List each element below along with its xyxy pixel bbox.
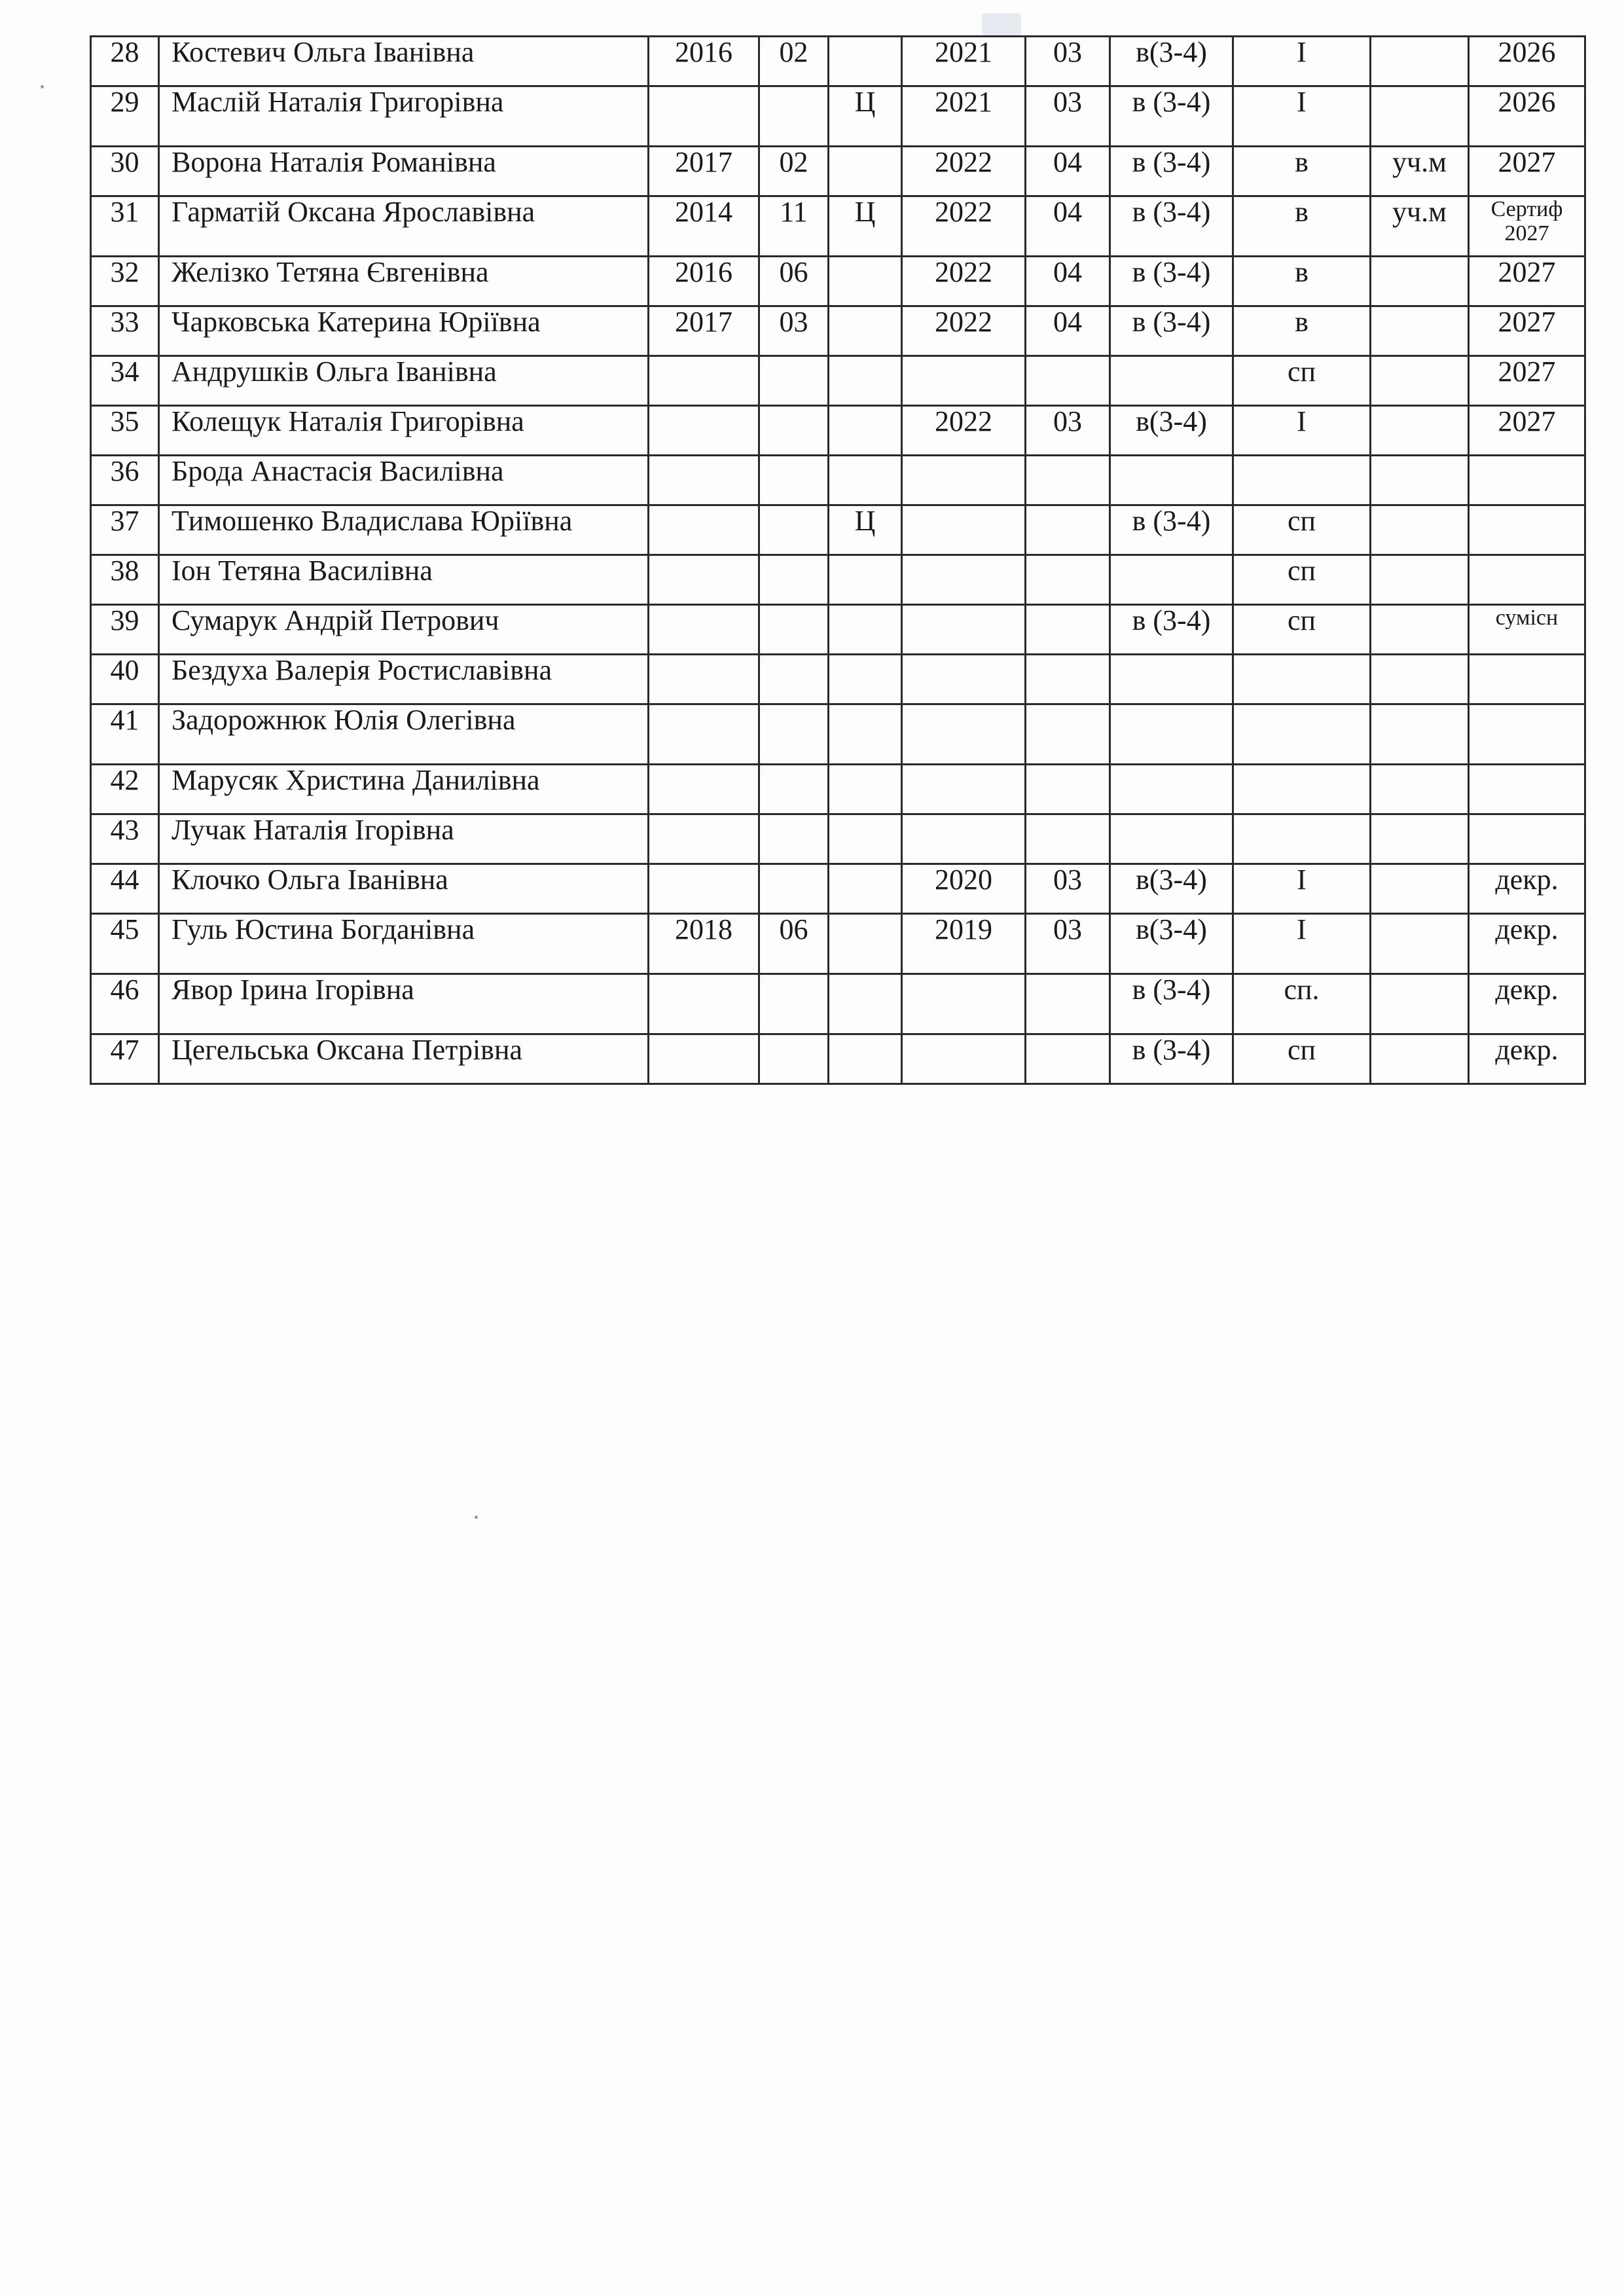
attestation-year xyxy=(902,356,1026,406)
next-attestation: 2027 xyxy=(1469,147,1585,196)
mark-cell xyxy=(829,257,902,306)
attestation-month xyxy=(1026,555,1110,605)
title-cell xyxy=(1371,814,1469,864)
title-cell xyxy=(1371,456,1469,505)
attestation-month: 04 xyxy=(1026,147,1110,196)
full-name: Іон Тетяна Василівна xyxy=(159,555,649,605)
mark-cell xyxy=(829,914,902,974)
attestation-year xyxy=(902,555,1026,605)
category-cell: сп xyxy=(1233,356,1371,406)
scan-speck xyxy=(475,1516,478,1519)
full-name: Гарматій Оксана Ярославівна xyxy=(159,196,649,257)
category-cell: І xyxy=(1233,914,1371,974)
full-name: Брода Анастасія Василівна xyxy=(159,456,649,505)
start-month xyxy=(759,765,829,814)
attestation-year: 2022 xyxy=(902,147,1026,196)
mark-cell: Ц xyxy=(829,86,902,147)
attestation-year: 2022 xyxy=(902,196,1026,257)
start-year xyxy=(649,704,759,765)
full-name: Бездуха Валерія Ростиславівна xyxy=(159,655,649,704)
level-cell: в (3-4) xyxy=(1110,257,1233,306)
row-number: 35 xyxy=(91,406,159,456)
next-attestation xyxy=(1469,456,1585,505)
start-month xyxy=(759,406,829,456)
title-cell xyxy=(1371,914,1469,974)
row-number: 44 xyxy=(91,864,159,914)
table-row xyxy=(91,1034,1585,1084)
mark-cell xyxy=(829,765,902,814)
attestation-month xyxy=(1026,655,1110,704)
title-cell xyxy=(1371,1034,1469,1084)
table-row xyxy=(91,765,1585,814)
full-name: Желізко Тетяна Євгенівна xyxy=(159,257,649,306)
attestation-year: 2022 xyxy=(902,406,1026,456)
row-number: 30 xyxy=(91,147,159,196)
attestation-year: 2021 xyxy=(902,86,1026,147)
full-name: Ворона Наталія Романівна xyxy=(159,147,649,196)
attestation-year xyxy=(902,505,1026,555)
start-year xyxy=(649,356,759,406)
full-name: Маслій Наталія Григорівна xyxy=(159,86,649,147)
attestation-month: 04 xyxy=(1026,196,1110,257)
attestation-year xyxy=(902,704,1026,765)
category-cell: сп xyxy=(1233,1034,1371,1084)
attestation-year xyxy=(902,605,1026,655)
start-year xyxy=(649,1034,759,1084)
level-cell: в(3-4) xyxy=(1110,864,1233,914)
mark-cell xyxy=(829,356,902,406)
full-name: Задорожнюк Юлія Олегівна xyxy=(159,704,649,765)
row-number: 45 xyxy=(91,914,159,974)
next-attestation: 2027 xyxy=(1469,257,1585,306)
start-month: 02 xyxy=(759,147,829,196)
next-attestation: декр. xyxy=(1469,864,1585,914)
start-year xyxy=(649,814,759,864)
level-cell xyxy=(1110,704,1233,765)
level-cell xyxy=(1110,555,1233,605)
title-cell xyxy=(1371,356,1469,406)
full-name: Костевич Ольга Іванівна xyxy=(159,37,649,86)
attestation-month: 03 xyxy=(1026,86,1110,147)
category-cell: сп xyxy=(1233,555,1371,605)
title-cell xyxy=(1371,974,1469,1034)
next-attestation xyxy=(1469,555,1585,605)
table-row xyxy=(91,605,1585,655)
attestation-month: 03 xyxy=(1026,37,1110,86)
start-year: 2018 xyxy=(649,914,759,974)
attestation-month: 03 xyxy=(1026,406,1110,456)
mark-cell xyxy=(829,704,902,765)
level-cell: в (3-4) xyxy=(1110,306,1233,356)
full-name: Марусяк Христина Данилівна xyxy=(159,765,649,814)
attestation-month: 04 xyxy=(1026,257,1110,306)
title-cell xyxy=(1371,864,1469,914)
full-name: Клочко Ольга Іванівна xyxy=(159,864,649,914)
attestation-year xyxy=(902,974,1026,1034)
level-cell: в(3-4) xyxy=(1110,406,1233,456)
category-cell xyxy=(1233,765,1371,814)
scan-artifact xyxy=(982,13,1021,37)
attestation-month xyxy=(1026,704,1110,765)
next-attestation xyxy=(1469,655,1585,704)
title-cell xyxy=(1371,655,1469,704)
start-month xyxy=(759,555,829,605)
start-year xyxy=(649,406,759,456)
category-cell: в xyxy=(1233,196,1371,257)
full-name: Чарковська Катерина Юріївна xyxy=(159,306,649,356)
table-row xyxy=(91,406,1585,456)
title-cell xyxy=(1371,257,1469,306)
level-cell: в (3-4) xyxy=(1110,605,1233,655)
start-year: 2017 xyxy=(649,147,759,196)
start-month xyxy=(759,655,829,704)
table-row xyxy=(91,814,1585,864)
next-attestation xyxy=(1469,505,1585,555)
row-number: 33 xyxy=(91,306,159,356)
row-number: 47 xyxy=(91,1034,159,1084)
start-year xyxy=(649,655,759,704)
table-row xyxy=(91,86,1585,147)
title-cell xyxy=(1371,505,1469,555)
start-year xyxy=(649,555,759,605)
row-number: 34 xyxy=(91,356,159,406)
category-cell: І xyxy=(1233,406,1371,456)
start-year: 2017 xyxy=(649,306,759,356)
next-attestation xyxy=(1469,704,1585,765)
mark-cell xyxy=(829,37,902,86)
table-row xyxy=(91,864,1585,914)
attestation-month xyxy=(1026,356,1110,406)
table-row xyxy=(91,505,1585,555)
title-cell xyxy=(1371,555,1469,605)
category-cell: сп xyxy=(1233,505,1371,555)
attestation-year: 2022 xyxy=(902,306,1026,356)
title-cell xyxy=(1371,704,1469,765)
category-cell xyxy=(1233,814,1371,864)
row-number: 29 xyxy=(91,86,159,147)
next-attestation: 2026 xyxy=(1469,86,1585,147)
category-cell: в xyxy=(1233,306,1371,356)
table-row xyxy=(91,196,1585,257)
next-attestation: сумісн xyxy=(1469,605,1585,655)
attestation-month: 03 xyxy=(1026,914,1110,974)
start-month xyxy=(759,505,829,555)
row-number: 32 xyxy=(91,257,159,306)
full-name: Сумарук Андрій Петрович xyxy=(159,605,649,655)
title-cell xyxy=(1371,605,1469,655)
table-row xyxy=(91,914,1585,974)
start-month xyxy=(759,1034,829,1084)
level-cell: в (3-4) xyxy=(1110,196,1233,257)
start-year xyxy=(649,974,759,1034)
attestation-year: 2021 xyxy=(902,37,1026,86)
start-month: 06 xyxy=(759,257,829,306)
staff-table xyxy=(90,35,1586,1085)
mark-cell xyxy=(829,1034,902,1084)
mark-cell xyxy=(829,456,902,505)
level-cell: в (3-4) xyxy=(1110,147,1233,196)
full-name: Цегельська Оксана Петрівна xyxy=(159,1034,649,1084)
title-cell xyxy=(1371,406,1469,456)
start-month xyxy=(759,456,829,505)
attestation-month xyxy=(1026,605,1110,655)
attestation-year: 2020 xyxy=(902,864,1026,914)
start-year xyxy=(649,505,759,555)
table-row xyxy=(91,147,1585,196)
start-month: 02 xyxy=(759,37,829,86)
category-cell xyxy=(1233,655,1371,704)
start-month: 11 xyxy=(759,196,829,257)
next-attestation xyxy=(1469,814,1585,864)
attestation-year xyxy=(902,655,1026,704)
row-number: 39 xyxy=(91,605,159,655)
mark-cell xyxy=(829,605,902,655)
category-cell xyxy=(1233,704,1371,765)
level-cell xyxy=(1110,814,1233,864)
title-cell: уч.м xyxy=(1371,196,1469,257)
title-cell xyxy=(1371,306,1469,356)
category-cell xyxy=(1233,456,1371,505)
start-year: 2016 xyxy=(649,37,759,86)
mark-cell xyxy=(829,555,902,605)
level-cell: в (3-4) xyxy=(1110,86,1233,147)
start-month: 06 xyxy=(759,914,829,974)
row-number: 42 xyxy=(91,765,159,814)
attestation-month xyxy=(1026,1034,1110,1084)
table-row xyxy=(91,356,1585,406)
next-attestation: декр. xyxy=(1469,1034,1585,1084)
mark-cell xyxy=(829,406,902,456)
attestation-month xyxy=(1026,765,1110,814)
mark-cell: Ц xyxy=(829,196,902,257)
staff-table-body xyxy=(91,37,1585,1084)
start-month xyxy=(759,605,829,655)
attestation-month: 03 xyxy=(1026,864,1110,914)
full-name: Явор Ірина Ігорівна xyxy=(159,974,649,1034)
start-year xyxy=(649,765,759,814)
category-cell: сп. xyxy=(1233,974,1371,1034)
row-number: 38 xyxy=(91,555,159,605)
table-row xyxy=(91,974,1585,1034)
attestation-year xyxy=(902,456,1026,505)
title-cell xyxy=(1371,86,1469,147)
next-attestation: декр. xyxy=(1469,974,1585,1034)
next-attestation xyxy=(1469,765,1585,814)
start-month xyxy=(759,814,829,864)
next-attestation: декр. xyxy=(1469,914,1585,974)
row-number: 43 xyxy=(91,814,159,864)
level-cell xyxy=(1110,356,1233,406)
category-cell: І xyxy=(1233,37,1371,86)
level-cell: в (3-4) xyxy=(1110,1034,1233,1084)
start-month: 03 xyxy=(759,306,829,356)
full-name: Тимошенко Владислава Юріївна xyxy=(159,505,649,555)
category-cell: І xyxy=(1233,864,1371,914)
row-number: 36 xyxy=(91,456,159,505)
category-cell: сп xyxy=(1233,605,1371,655)
start-year xyxy=(649,864,759,914)
start-month xyxy=(759,704,829,765)
attestation-month xyxy=(1026,505,1110,555)
level-cell xyxy=(1110,765,1233,814)
next-attestation: 2027 xyxy=(1469,306,1585,356)
level-cell: в(3-4) xyxy=(1110,914,1233,974)
title-cell: уч.м xyxy=(1371,147,1469,196)
table-row xyxy=(91,704,1585,765)
category-cell: в xyxy=(1233,257,1371,306)
table-row xyxy=(91,655,1585,704)
level-cell: в (3-4) xyxy=(1110,974,1233,1034)
attestation-month xyxy=(1026,814,1110,864)
category-cell: І xyxy=(1233,86,1371,147)
start-year: 2014 xyxy=(649,196,759,257)
full-name: Андрушків Ольга Іванівна xyxy=(159,356,649,406)
mark-cell xyxy=(829,147,902,196)
level-cell xyxy=(1110,456,1233,505)
scan-speck xyxy=(41,85,44,88)
row-number: 46 xyxy=(91,974,159,1034)
start-year: 2016 xyxy=(649,257,759,306)
start-month xyxy=(759,356,829,406)
mark-cell xyxy=(829,864,902,914)
mark-cell xyxy=(829,814,902,864)
table-row xyxy=(91,456,1585,505)
full-name: Лучак Наталія Ігорівна xyxy=(159,814,649,864)
next-attestation: 2027 xyxy=(1469,406,1585,456)
row-number: 40 xyxy=(91,655,159,704)
next-attestation: 2027 xyxy=(1469,356,1585,406)
start-month xyxy=(759,86,829,147)
level-cell: в (3-4) xyxy=(1110,505,1233,555)
level-cell xyxy=(1110,655,1233,704)
table-row xyxy=(91,306,1585,356)
attestation-year: 2022 xyxy=(902,257,1026,306)
mark-cell xyxy=(829,655,902,704)
full-name: Колещук Наталія Григорівна xyxy=(159,406,649,456)
mark-cell xyxy=(829,974,902,1034)
mark-cell: Ц xyxy=(829,505,902,555)
start-year xyxy=(649,605,759,655)
row-number: 37 xyxy=(91,505,159,555)
category-cell: в xyxy=(1233,147,1371,196)
start-month xyxy=(759,864,829,914)
attestation-month xyxy=(1026,974,1110,1034)
table-row xyxy=(91,37,1585,86)
mark-cell xyxy=(829,306,902,356)
table-row xyxy=(91,555,1585,605)
table-row xyxy=(91,257,1585,306)
title-cell xyxy=(1371,37,1469,86)
level-cell: в(3-4) xyxy=(1110,37,1233,86)
row-number: 31 xyxy=(91,196,159,257)
row-number: 28 xyxy=(91,37,159,86)
attestation-year: 2019 xyxy=(902,914,1026,974)
start-year xyxy=(649,456,759,505)
attestation-month xyxy=(1026,456,1110,505)
full-name: Гуль Юстина Богданівна xyxy=(159,914,649,974)
attestation-year xyxy=(902,814,1026,864)
next-attestation: 2026 xyxy=(1469,37,1585,86)
row-number: 41 xyxy=(91,704,159,765)
start-month xyxy=(759,974,829,1034)
attestation-year xyxy=(902,1034,1026,1084)
attestation-month: 04 xyxy=(1026,306,1110,356)
attestation-year xyxy=(902,765,1026,814)
start-year xyxy=(649,86,759,147)
next-attestation: Сертиф 2027 xyxy=(1469,196,1585,257)
title-cell xyxy=(1371,765,1469,814)
